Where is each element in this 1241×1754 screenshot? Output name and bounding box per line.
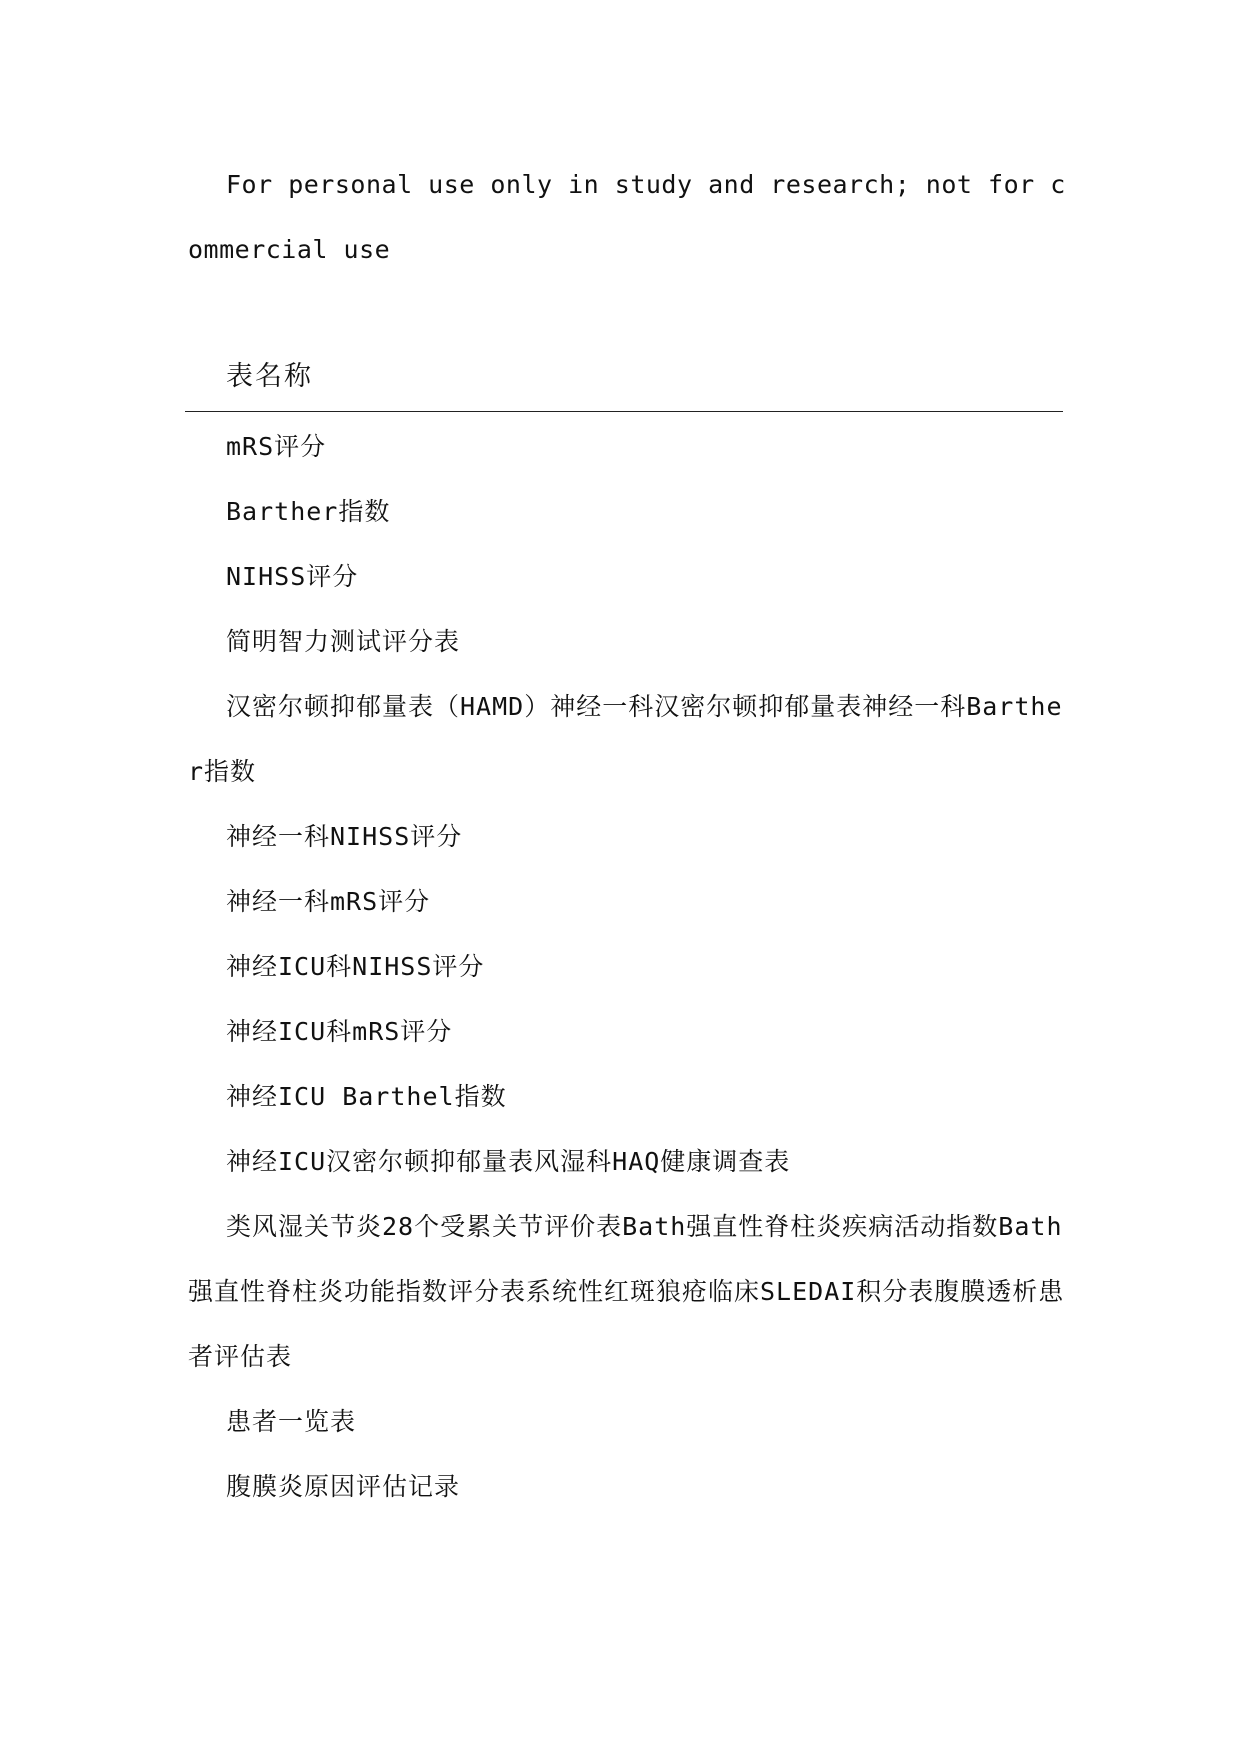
table-row: 神经ICU科mRS评分 bbox=[226, 1017, 453, 1046]
table-row: 简明智力测试评分表 bbox=[226, 627, 461, 656]
table-row: 汉密尔顿抑郁量表（HAMD）神经一科汉密尔顿抑郁量表神经一科Barther指数 bbox=[188, 692, 1063, 786]
table-row: 患者一览表 bbox=[226, 1407, 357, 1436]
table-row: 腹膜炎原因评估记录 bbox=[226, 1472, 461, 1501]
table-row: Barther指数 bbox=[226, 497, 391, 526]
table-row: mRS评分 bbox=[226, 432, 327, 461]
header-divider bbox=[185, 411, 1063, 412]
table-row: 神经ICU Barthel指数 bbox=[226, 1082, 507, 1111]
table-row: 神经一科mRS评分 bbox=[226, 887, 431, 916]
table-row: NIHSS评分 bbox=[226, 562, 359, 591]
table-list bbox=[188, 414, 1068, 1519]
table-row: 神经ICU汉密尔顿抑郁量表风湿科HAQ健康调查表 bbox=[226, 1147, 791, 1176]
table-row: 类风湿关节炎28个受累关节评价表Bath强直性脊柱炎疾病活动指数Bath强直性脊柱炎功能指数评分表系统性红斑狼疮临床SLEDAI积分表腹膜透析患者评估表 bbox=[188, 1212, 1065, 1371]
usage-notice: For personal use only in study and research; not for commercial use bbox=[188, 170, 1066, 264]
table-row: 神经ICU科NIHSS评分 bbox=[226, 952, 485, 981]
table-row: 神经一科NIHSS评分 bbox=[226, 822, 463, 851]
table-header: 表名称 bbox=[226, 361, 313, 392]
